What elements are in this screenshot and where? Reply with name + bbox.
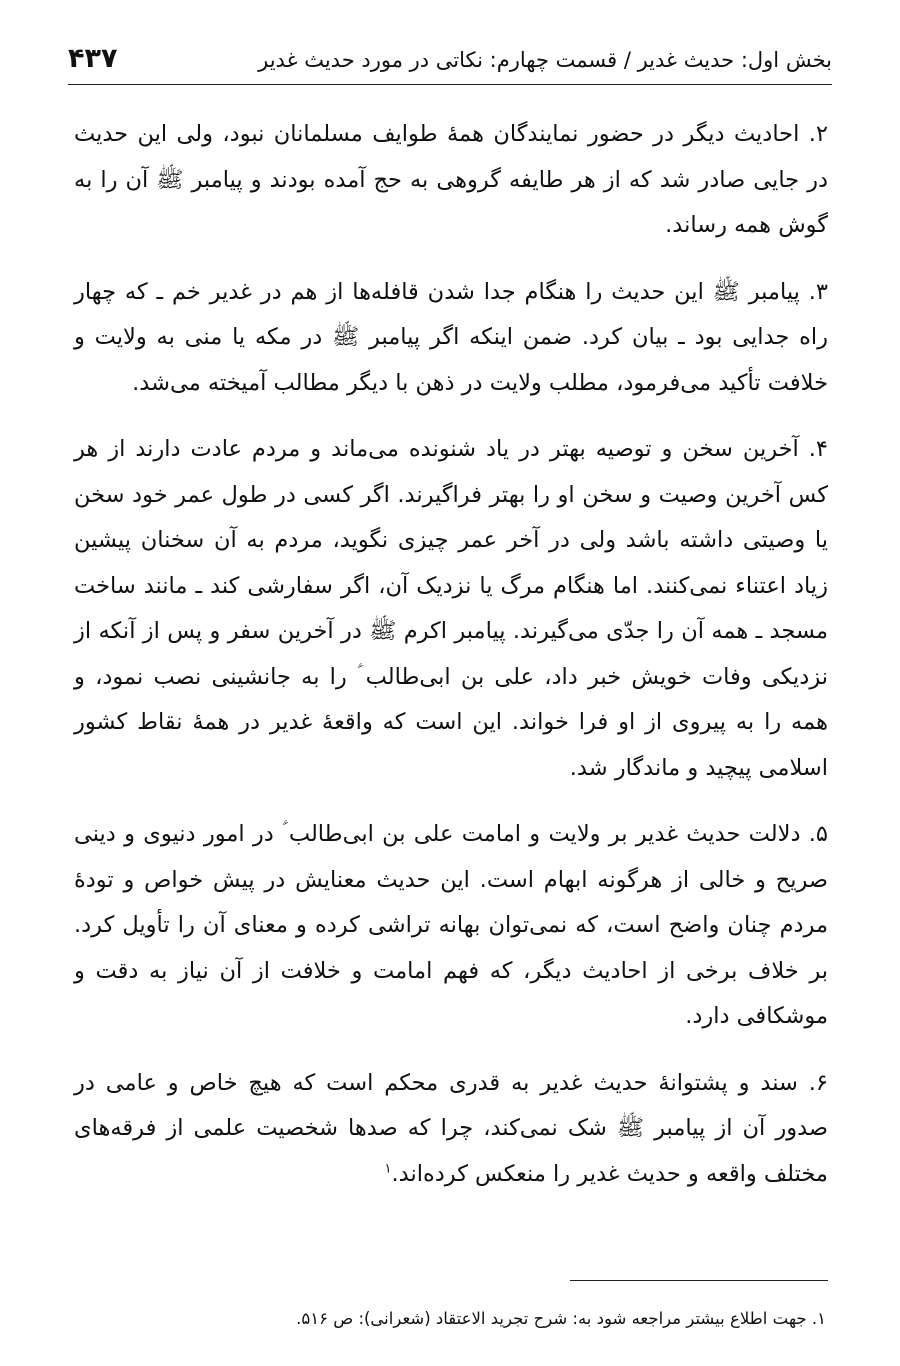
paragraph-3: ۳. پیامبر ﷺ این حدیث را هنگام جدا شدن قافله‌ها از هم در غدیر خم ـ که چهار راه جدایی بود ـ بیان کرد. ضمن اینکه اگر پیامبر ﷺ در مکه یا منی به ولایت و خلافت تأکید می‌فرمود، مطلب ولایت در ذهن با دیگر مطالب آمیخته می‌شد. (74, 278, 828, 396)
footnote-divider (570, 1280, 828, 1281)
paragraph-6 (74, 1061, 828, 1198)
paragraph-2: ۲. احادیث دیگر در حضور نمایندگان همهٔ طوایف مسلمانان نبود، ولی این حدیث در جایی صادر شد که از هر طایفه گروهی به حج آمده بودند و پیامبر ﷺ آن را به گوش همه رساند. (74, 121, 828, 238)
page-body (74, 112, 828, 1218)
page-header (68, 34, 832, 85)
paragraph-4: ۴. آخرین سخن و توصیه بهتر در یاد شنونده می‌ماند و مردم عادت دارند از هر کس آخرین وصیت و سخن او را بهتر فراگیرند. اگر کسی در طول عمر خود سخن یا وصیتی داشته باشد ولی در آخر عمر چیزی نگوید، مردم به آن سخنان پیشین زیاد اعتناء نمی‌کنند. اما هنگام مرگ یا نزدیک آن، اگر سفارشی کند ـ مانند ساخت مسجد ـ همه آن را جدّی می‌گیرند. پیامبر اکرم ﷺ در آخرین سفر و پس از آنکه از نزدیکی وفات خویش خبر داد، علی بن ابی‌طالب ؑ را به جانشینی نصب نمود، و همه را به پیروی از او فرا خواند. این است که واقعهٔ غدیر در همهٔ نقاط کشور اسلامی پیچید و ماندگار شد. (74, 436, 828, 781)
running-header-title: بخش اول: حدیث غدیر / قسمت چهارم: نکاتی در مورد حدیث غدیر (258, 48, 832, 72)
paragraph-6-text: ۶. سند و پشتوانهٔ حدیث غدیر به قدری محکم است که هیچ خاص و عامی در صدور آن از پیامبر ﷺ شک نمی‌کند، چرا که صدها شخصیت علمی از فرقه‌های مختلف واقعه و حدیث غدیر را منعکس کرده‌اند. (74, 1069, 828, 1187)
page-number: ۴۳۷ (68, 43, 118, 74)
footnote-reference[interactable]: ۱ (384, 1161, 392, 1176)
paragraph-5: ۵. دلالت حدیث غدیر بر ولایت و امامت علی بن ابی‌طالب ؑ در امور دنیوی و دینی صریح و خالی از هرگونه ابهام است. این حدیث معنایش در پیش خواص و تودهٔ مردم چنان واضح است، که نمی‌توان بهانه تراشی کرده و معنای آن را تأویل کرد. بر خلاف برخی از احادیث دیگر، که فهم امامت و خلافت از آن نیاز به دقت و موشکافی دارد. (74, 821, 828, 1029)
footnote: ۱. جهت اطلاع بیشتر مراجعه شود به: شرح تجرید الاعتقاد (شعرانی): ص ۵۱۶. (296, 1309, 826, 1328)
